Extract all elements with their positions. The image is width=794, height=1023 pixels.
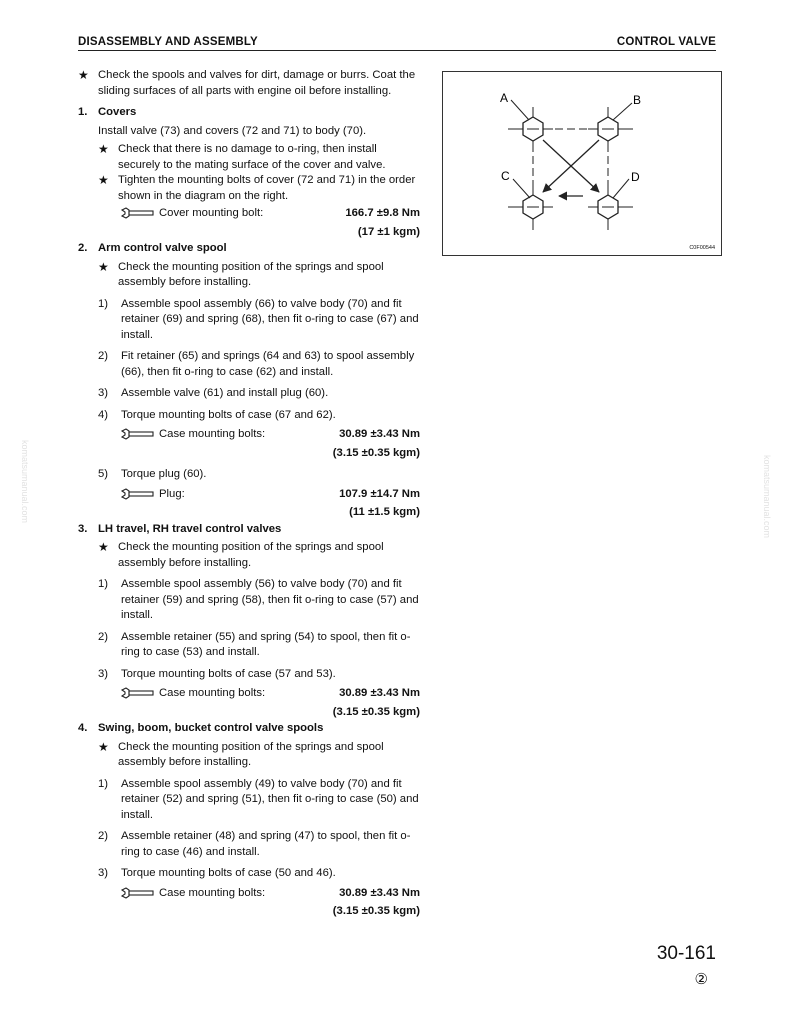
step-number: 3): [98, 387, 109, 399]
section-3-heading: LH travel, RH travel control valves: [98, 522, 282, 535]
step-text: Torque mounting bolts of case (67 and 62).: [121, 408, 336, 421]
step-number: 5): [98, 468, 109, 480]
torque-value-kgm: (3.15 ±0.35 kgm): [332, 705, 420, 718]
torque-spec-plug: [121, 487, 420, 503]
torque-value-nm: 30.89 ±3.43 Nm: [339, 687, 420, 699]
section-3-note-text: Check the mounting position of the springs and spool assembly before installing.: [118, 541, 384, 569]
wrench-icon: [121, 886, 159, 901]
wrench-icon: [121, 686, 159, 701]
section-3-number: 3.: [78, 522, 88, 535]
section-4-heading: Swing, boom, bucket control valve spools: [98, 722, 324, 734]
wrench-icon: [121, 206, 159, 221]
section-2-number: 2.: [78, 242, 88, 254]
torque-value-nm: 30.89 ±3.43 Nm: [339, 428, 420, 440]
torque-value-kgm: (3.15 ±0.35 kgm): [332, 446, 420, 459]
figure-code: C0F00544: [689, 245, 715, 251]
section-3-step-2: [98, 630, 420, 661]
section-1-note-2-text: Tighten the mounting bolts of cover (72 and 71) in the order shown in the diagram on the right.: [118, 174, 416, 202]
torque-value-kgm: (17 ±1 kgm): [357, 225, 420, 238]
step-text: Assemble retainer (48) and spring (47) to spool, then fit o-ring to case (46) and install.: [121, 830, 411, 858]
section-1-title: [78, 105, 420, 121]
step-number: 2): [98, 630, 109, 643]
step-text: Assemble spool assembly (66) to valve body (70) and fit retainer (69) and spring (68), then fit o-ring to case (67) and install.: [121, 297, 419, 341]
instructions-column: [78, 68, 420, 920]
intro-text: Check the spools and valves for dirt, damage or burrs. Coat the sliding surfaces of all parts with engine oil before installing.: [98, 69, 416, 97]
torque-value-nm: 166.7 ±9.8 Nm: [345, 207, 420, 219]
label-b: B: [633, 93, 642, 107]
step-number: 1): [98, 297, 109, 310]
section-2-heading: Arm control valve spool: [98, 242, 227, 254]
section-3-title: [78, 522, 420, 538]
section-1-text: Install valve (73) and covers (72 and 71) to body (70).: [98, 124, 367, 137]
bolt-pattern-figure: [443, 72, 721, 255]
torque-value-kgm: (3.15 ±0.35 kgm): [332, 905, 420, 917]
section-3-step-1: [98, 577, 420, 624]
torque-spec-case-bolts: [121, 686, 420, 702]
star-icon: ★: [98, 142, 109, 156]
section-4-body: [78, 740, 420, 920]
intro-note: [78, 68, 420, 99]
section-4-title: [78, 721, 420, 737]
torque-spec-case-bolts: [121, 427, 420, 443]
section-3-step-3: [98, 667, 420, 683]
section-2-step-1: [98, 297, 420, 344]
torque-value-kgm: (11 ±1.5 kgm): [349, 506, 420, 518]
step-text: Torque plug (60).: [121, 468, 207, 480]
step-text: Torque mounting bolts of case (50 and 46).: [121, 867, 336, 879]
star-icon: ★: [78, 68, 89, 82]
step-number: 3): [98, 867, 109, 879]
star-icon: ★: [98, 540, 109, 554]
step-text: Assemble valve (61) and install plug (60).: [121, 387, 329, 399]
section-4-step-1: [98, 777, 420, 824]
label-d: D: [631, 170, 640, 184]
step-text: Assemble spool assembly (56) to valve body (70) and fit retainer (59) and spring (58), then fit o-ring to case (57) and install.: [121, 578, 419, 621]
header-section-title: DISASSEMBLY AND ASSEMBLY: [78, 36, 258, 48]
torque-value-nm: 107.9 ±14.7 Nm: [339, 487, 420, 500]
wrench-icon: [121, 487, 159, 502]
section-4-note: [98, 740, 420, 771]
watermark-left: komatsumanual.com: [20, 440, 30, 524]
step-number: 3): [98, 667, 109, 680]
page-number: 30-161: [656, 943, 716, 964]
step-number: 4): [98, 408, 109, 421]
section-1-body: [78, 124, 420, 241]
torque-label: Case mounting bolts:: [159, 687, 266, 699]
section-2-title: [78, 241, 420, 257]
label-a: A: [500, 91, 509, 105]
torque-value-nm: 30.89 ±3.43 Nm: [339, 886, 420, 899]
section-1-heading: Covers: [98, 106, 137, 118]
section-2-step-4: [98, 408, 420, 424]
step-number: 2): [98, 830, 109, 842]
torque-label: Case mounting bolts:: [159, 886, 266, 899]
torque-label: Cover mounting bolt:: [159, 207, 264, 219]
section-3-body: [78, 540, 420, 720]
section-4-note-text: Check the mounting position of the springs and spool assembly before installing.: [118, 740, 384, 768]
section-3-note: [98, 540, 420, 571]
label-c: C: [501, 169, 510, 183]
section-2-step-2: [98, 349, 420, 380]
torque-spec-cover-bolt: [121, 206, 420, 222]
section-1-number: 1.: [78, 106, 88, 118]
section-2-note-text: Check the mounting position of the springs and spool assembly before installing.: [118, 260, 384, 288]
section-2-step-3: [98, 386, 420, 402]
revision-mark: ②: [694, 971, 708, 988]
header-chapter-title: CONTROL VALVE: [616, 36, 716, 48]
bolt-tightening-diagram: [442, 71, 722, 256]
torque-spec-case-bolts: [121, 886, 420, 902]
section-1-note-1: [98, 142, 420, 173]
section-2-step-5: [98, 467, 420, 483]
step-number: 1): [98, 777, 109, 790]
step-text: Assemble spool assembly (49) to valve body (70) and fit retainer (52) and spring (51), then fit o-ring to case (50) and install.: [121, 777, 419, 821]
step-number: 2): [98, 350, 109, 362]
star-icon: ★: [98, 173, 109, 187]
step-text: Torque mounting bolts of case (57 and 53).: [121, 667, 336, 680]
star-icon: ★: [98, 739, 109, 754]
step-number: 1): [98, 578, 109, 590]
section-4-step-2: [98, 829, 420, 860]
star-icon: ★: [98, 259, 109, 274]
step-text: Fit retainer (65) and springs (64 and 63) to spool assembly (66), then fit o-ring to case (62) and install.: [121, 350, 415, 378]
header-divider: [78, 50, 716, 51]
wrench-icon: [121, 427, 159, 442]
section-2-note: [98, 260, 420, 291]
step-text: Assemble retainer (55) and spring (54) to spool, then fit o-ring to case (53) and install.: [121, 630, 411, 658]
section-4-step-3: [98, 866, 420, 882]
torque-label: Plug:: [159, 487, 185, 500]
section-1-note-1-text: Check that there is no damage to o-ring, then install securely to the mating surface of the cover and valve.: [118, 143, 386, 171]
watermark-right: komatsumanual.com: [762, 455, 772, 539]
section-1-note-2: [98, 173, 420, 204]
section-2-body: [78, 260, 420, 521]
torque-label: Case mounting bolts:: [159, 428, 266, 440]
section-4-number: 4.: [78, 722, 88, 734]
